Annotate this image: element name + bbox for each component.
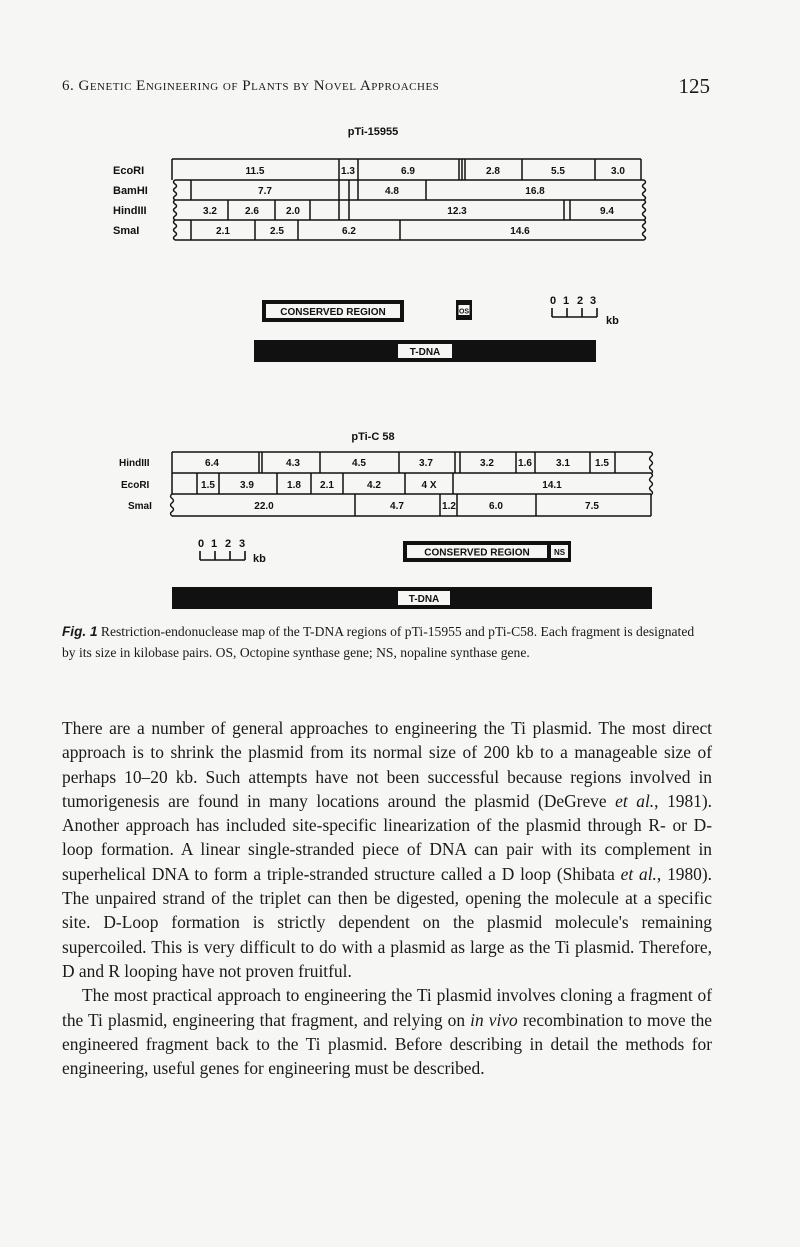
map1-fragment: 6.2 xyxy=(342,226,356,237)
map1-title: pTi-15955 xyxy=(347,126,399,138)
map2-scale-bar xyxy=(198,538,266,565)
map2-enzyme-ecori: EcoRI xyxy=(121,480,150,491)
caption-text: Restriction-endonuclease map of the T-DNA regions of pTi-15955 and pTi-C58. Each fragment is designated by its size in kilobase pairs. OS, Octopine synthase gene; NS, nopaline synthase gene. xyxy=(62,624,695,660)
map1-fragment: 14.6 xyxy=(510,226,530,237)
map2-fragment: 4.2 xyxy=(367,480,381,491)
map2-fragment: 3.7 xyxy=(419,458,433,469)
map2-ns-label: NS xyxy=(553,548,566,557)
map2-fragment: 14.1 xyxy=(542,480,562,491)
map2-fragment: 1.6 xyxy=(518,458,532,469)
map2-fragment: 1.5 xyxy=(595,458,609,469)
chapter-title: 6. Genetic Engineering of Plants by Novel Approaches xyxy=(62,78,440,94)
map1-fragment: 2.0 xyxy=(286,206,300,217)
scale-tick-label: 1 xyxy=(210,538,218,550)
scale-unit: kb xyxy=(606,315,619,327)
map1-fragment: 1.3 xyxy=(341,166,355,177)
map1-fragment: 7.7 xyxy=(258,186,272,197)
map2-fragment: 7.5 xyxy=(585,501,599,512)
map2-fragment: 22.0 xyxy=(254,501,274,512)
scale-tick-label: 3 xyxy=(238,538,246,550)
map2-fragment: 4.3 xyxy=(286,458,300,469)
scale-unit: kb xyxy=(253,553,266,565)
page-number: 125 xyxy=(678,74,710,98)
map2-fragment: 2.1 xyxy=(320,480,334,491)
map1-enzyme-ecori: EcoRI xyxy=(113,165,145,177)
map1-fragment: 2.8 xyxy=(486,166,500,177)
body-text xyxy=(62,716,712,1080)
map1-conserved-region-label: CONSERVED REGION xyxy=(280,307,386,318)
map1-fragment: 2.1 xyxy=(216,226,230,237)
paragraph: There are a number of general approaches to engineering the Ti plasmid. The most direct approach is to shrink the plasmid from its normal size of 200 kb to a manageable size of perhaps 10–20 kb. Such attempts have not been successful because regions involved in tumorigenesis are found in many locations around the plasmid (DeGreve et al., 1981). Another approach has included site-specific linearization of the plasmid through R- or D-loop formation. A linear single-stranded piece of DNA can pair with its complement in superhelical DNA to form a triple-stranded structure called a D loop (Shibata et al., 1980). The unpaired strand of the triplet can then be digested, opening the molecule at a specific site. D-Loop formation is strictly dependent on the plasmid molecule's remaining supercoiled. This is very difficult to do with a plasmid as large as the Ti plasmid. Therefore, D and R looping have not proven fruitful. xyxy=(62,718,713,981)
map1-fragment: 2.5 xyxy=(270,226,284,237)
figure-caption xyxy=(62,621,710,663)
paragraph: The most practical approach to engineering the Ti plasmid involves cloning a fragment of the Ti plasmid, engineering that fragment, and relying on in vivo recombination to move the engineered fragment back to the Ti plasmid. Before describing in detail the methods for engineering, useful genes for engineering must be described. xyxy=(62,985,712,1079)
map1-fragment: 3.2 xyxy=(203,206,217,217)
scale-tick-label: 2 xyxy=(576,295,584,307)
map1-enzyme-bamhi: BamHI xyxy=(113,185,148,197)
map2-enzyme-hindiii: HindIII xyxy=(119,458,150,469)
map2-tdna-label: T-DNA xyxy=(408,594,440,605)
map1-enzyme-hindiii: HindIII xyxy=(113,205,147,217)
scale-tick-label: 3 xyxy=(589,295,597,307)
map2-title: pTi-C 58 xyxy=(351,431,395,443)
map2-fragment: 3.2 xyxy=(480,458,494,469)
map1-fragment: 12.3 xyxy=(447,206,467,217)
map1-fragment: 3.0 xyxy=(611,166,625,177)
map1-scale-bar xyxy=(550,295,619,327)
map2-fragment: 4.5 xyxy=(352,458,366,469)
map1-fragment: 5.5 xyxy=(551,166,565,177)
map1-fragment: 11.5 xyxy=(245,166,265,177)
map1-tdna-label: T-DNA xyxy=(409,347,441,358)
scale-tick-label: 2 xyxy=(224,538,232,550)
map2-fragment: 3.1 xyxy=(556,458,570,469)
map1-os-label: OS xyxy=(458,308,470,316)
map2-fragment: 6.0 xyxy=(489,501,503,512)
map2-fragment: 1.2 xyxy=(442,501,456,512)
map1-enzyme-smai: SmaI xyxy=(113,225,140,237)
map2-fragment: 4.7 xyxy=(390,501,404,512)
map1-fragment: 4.8 xyxy=(385,186,399,197)
map2-fragment: 1.8 xyxy=(287,480,301,491)
map2-conserved-region-label: CONSERVED REGION xyxy=(424,547,530,559)
scale-tick-label: 0 xyxy=(549,295,557,307)
restriction-map-figure xyxy=(0,0,800,620)
scale-tick-label: 1 xyxy=(562,295,570,307)
map2-fragment: 1.5 xyxy=(201,480,215,491)
map1-fragment: 9.4 xyxy=(600,206,614,217)
scale-tick-label: 0 xyxy=(197,538,205,550)
map2-fragment: 6.4 xyxy=(205,458,219,469)
map2-fragment: 4 X xyxy=(421,480,437,491)
map2-enzyme-smai: SmaI xyxy=(128,501,152,512)
map2-fragment: 3.9 xyxy=(240,480,254,491)
map1-fragment: 16.8 xyxy=(525,186,545,197)
map1-fragment: 6.9 xyxy=(401,166,415,177)
map1-fragment: 2.6 xyxy=(245,206,259,217)
figure-label: Fig. 1 xyxy=(62,624,98,639)
